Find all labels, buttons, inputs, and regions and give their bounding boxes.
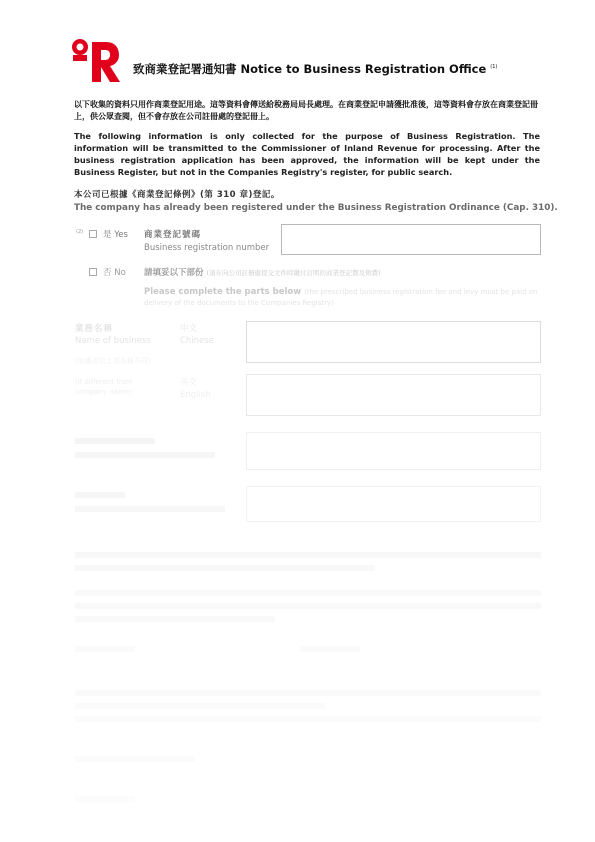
faded-text [75, 716, 541, 722]
business-name-chinese-field[interactable] [246, 321, 541, 363]
faded-text [300, 646, 360, 652]
faded-text [75, 646, 135, 652]
faded-text [75, 603, 541, 609]
faded-field-1[interactable] [246, 432, 541, 470]
english-label-en: English [180, 390, 211, 400]
english-label-zh: 英文 [180, 378, 198, 388]
yes-checkbox[interactable] [89, 230, 97, 238]
faded-text [75, 565, 375, 571]
yes-label-en: Business registration number [144, 243, 270, 253]
no-label-en: Please complete the parts below (the prescribed business registration fee and levy must be paid on delivery of the documents to the Companies Registry) [144, 287, 538, 307]
note-ref-2: (2) [76, 229, 84, 235]
chinese-label-zh: 中文 [180, 324, 198, 334]
option-yes[interactable]: 是 Yes [89, 228, 128, 240]
ird-logo [70, 38, 120, 82]
statement-en: The company has already been registered under the Business Registration Ordinance (Cap. 310). [74, 203, 558, 213]
business-name-label-en: Name of business [75, 336, 151, 346]
page-title: 致商業登記署通知書 Notice to Business Registration Office $^{(1)}$ [133, 62, 498, 76]
intro-zh: 以下收集的資料只用作商業登記用途。這等資料會傳送給稅務局局長處理。在商業登記申請獲批准後，這等資料會存放在商業登記冊上，供公眾查閱，但不會存放在公司註冊處的登記冊上。 [74, 100, 538, 121]
faded-text [75, 552, 541, 558]
faded-text [75, 438, 155, 444]
option-no[interactable]: 否 No [89, 266, 126, 278]
yes-label-zh: 商業登記號碼 [144, 230, 202, 240]
no-label-zh: 請填妥以下部份 (須在向公司註冊處提交文件時繳付訂明的商業登記費及徵費) [144, 268, 381, 278]
business-name-note-zh: (如適用於上述名稱不同) [75, 357, 151, 365]
faded-text [75, 796, 135, 802]
intro-en: The following information is only collected for the purpose of Business Registration. The information will be transmitted to the Commissioner of Inland Revenue for processing. After the business registration application has been approved, the information will be kept under the Business Register, but not in the Companies Registry's register, for public search. [74, 131, 540, 177]
faded-field-2[interactable] [246, 486, 541, 522]
faded-text [75, 492, 125, 498]
business-registration-number-field[interactable] [281, 224, 541, 255]
faded-text [75, 616, 275, 622]
business-name-note-en-2: company name) [75, 388, 133, 396]
faded-text [75, 690, 541, 696]
faded-text [75, 703, 325, 709]
no-checkbox[interactable] [89, 268, 97, 276]
chinese-label-en: Chinese [180, 336, 214, 346]
business-name-note-en-1: (if different from [75, 378, 133, 386]
faded-text [75, 756, 195, 762]
business-name-label-zh: 業務名稱 [75, 324, 114, 334]
faded-text [75, 452, 215, 458]
statement-zh: 本公司已根據《商業登記條例》(第 310 章)登記。 [74, 190, 280, 200]
faded-text [75, 590, 541, 596]
faded-text [75, 506, 225, 512]
business-name-english-field[interactable] [246, 374, 541, 416]
